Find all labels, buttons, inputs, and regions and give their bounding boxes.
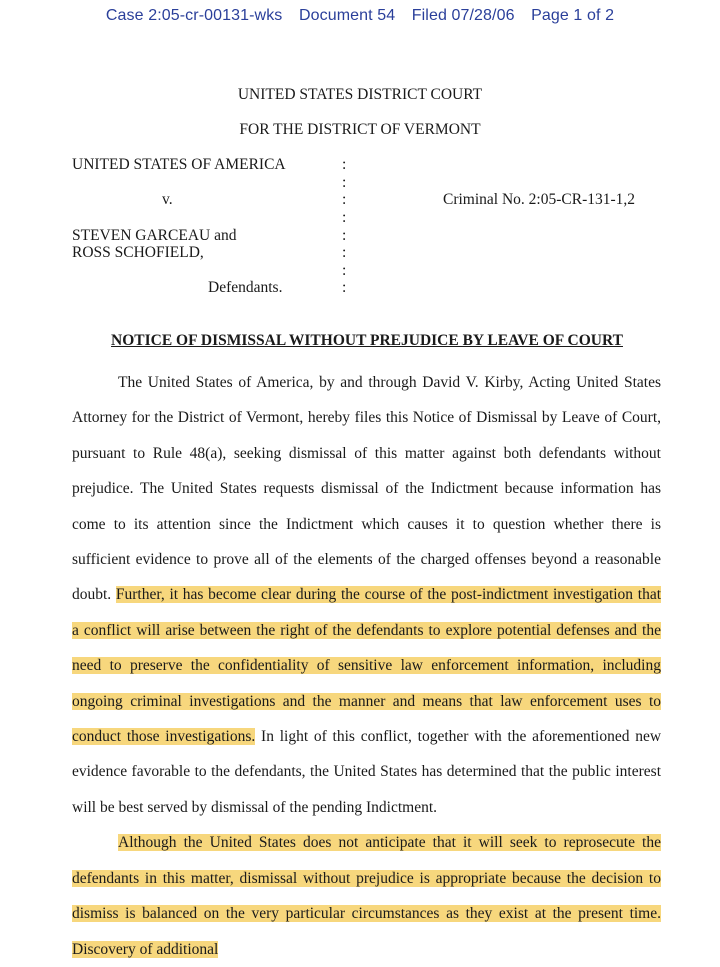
highlighted-text: Although the United States does not anticipate that it will seek to reprosecute the defendants in this matter, dismissal without prejudice is appropriate because the decision to dismiss is balanced on the very particular circumstances as they exist at the present time.	[72, 834, 661, 923]
caption-colon: :	[342, 209, 347, 226]
court-name: UNITED STATES DISTRICT COURT	[237, 86, 483, 103]
court-district: FOR THE DISTRICT OF VERMONT	[239, 121, 481, 138]
caption-colon: :	[342, 279, 347, 296]
document-number: Document 54	[298, 7, 396, 24]
plaintiff-name: UNITED STATES OF AMERICA	[72, 156, 286, 173]
criminal-number: Criminal No. 2:05-CR-131-1,2	[443, 191, 636, 208]
paragraph-1-text-continued: In light of this conflict, together with the aforementioned new evidence favorable to the defendants, the United States has determined that the public interest will be best served by dismissal of the pending Indictment.	[72, 728, 662, 816]
paragraph-2	[72, 825, 661, 967]
caption-colon: :	[342, 156, 347, 173]
caption-colon: :	[342, 227, 347, 244]
versus: v.	[162, 191, 173, 208]
caption-colon: :	[342, 191, 347, 208]
paragraph-1-text: The United States of America, by and through David V. Kirby, Acting United States Attorney for the District of Vermont, hereby files this Notice of Dismissal by Leave of Court, pursuant to Rule 48(a), seeking dismissal of this matter against both defendants without prejudice. The United States requests dismissal of the Indictment because information has come to its attention since the Indictment which causes it to question whether there is sufficient evidence to prove all of the elements of the charged offenses beyond a reasonable doubt.	[72, 374, 661, 604]
notice-body	[72, 365, 661, 967]
case-number: Case 2:05-cr-00131-wks	[105, 7, 283, 24]
case-header	[0, 7, 720, 25]
defendants-label: Defendants.	[208, 279, 283, 296]
highlighted-text: Further, it has become clear during the course of the post-indictment investigation that a conflict will arise between the right of the defendants to explore potential defenses and the need to preserve the confidentiality of sensitive law enforcement information, including ongoing criminal investigations and the manner and means that law enforcement uses to conduct those investigations.	[72, 586, 661, 746]
filed-date: Filed 07/28/06	[411, 7, 515, 24]
defendant-1: STEVEN GARCEAU and	[72, 227, 237, 244]
caption-colon: :	[342, 174, 347, 191]
highlighted-text: Discovery of additional	[72, 940, 219, 958]
caption-colon: :	[342, 262, 347, 279]
notice-title: NOTICE OF DISMISSAL WITHOUT PREJUDICE BY LEAVE OF COURT	[111, 332, 623, 349]
defendant-2: ROSS SCHOFIELD,	[72, 244, 204, 261]
caption-colon: :	[342, 244, 347, 261]
page-indicator: Page 1 of 2	[531, 7, 615, 24]
paragraph-1	[72, 365, 661, 825]
